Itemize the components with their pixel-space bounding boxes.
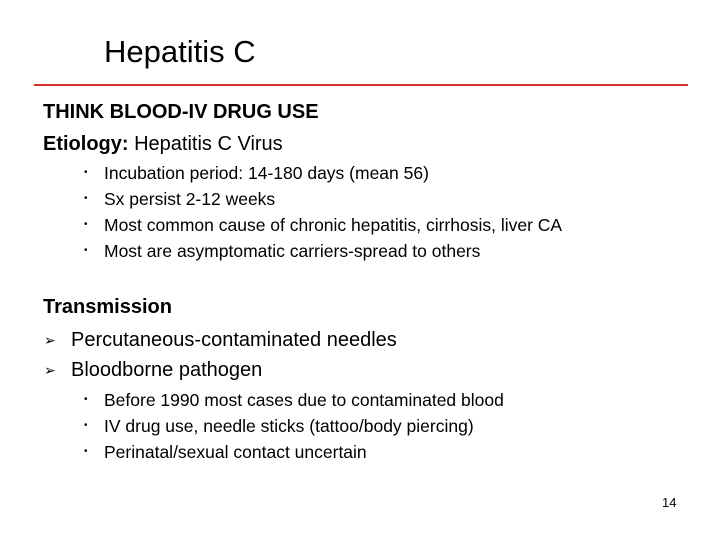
- bullet-icon: •: [84, 245, 88, 256]
- list-item-text: Sx persist 2-12 weeks: [104, 189, 276, 209]
- list-item-text: Incubation period: 14-180 days (mean 56): [104, 163, 429, 183]
- list-item-text: Most are asymptomatic carriers-spread to others: [104, 241, 481, 261]
- etiology-label: Etiology:: [43, 133, 129, 155]
- page-number: 14: [662, 495, 677, 510]
- bullet-icon: •: [84, 446, 88, 457]
- list-item: [84, 186, 562, 212]
- list-item-text: Perinatal/sexual contact uncertain: [104, 442, 367, 462]
- bullet-icon: •: [84, 394, 88, 405]
- list-item-text: Bloodborne pathogen: [71, 359, 263, 381]
- bullet-icon: •: [84, 420, 88, 431]
- etiology-value: Hepatitis C Virus: [128, 133, 283, 155]
- section-heading-think-blood: [43, 99, 319, 125]
- list-item: [84, 238, 562, 264]
- etiology-bullet-list: [84, 160, 562, 264]
- list-item: [44, 325, 397, 355]
- list-item: [84, 212, 562, 238]
- bullet-icon: •: [84, 193, 88, 204]
- list-item: [84, 413, 504, 439]
- list-item: [84, 387, 504, 413]
- arrow-bullet-icon: ➢: [44, 332, 56, 348]
- etiology-line: [43, 131, 283, 157]
- list-item: [44, 355, 397, 385]
- think-blood-heading-text: THINK BLOOD-IV DRUG USE: [43, 101, 319, 123]
- bloodborne-bullet-list: [84, 387, 504, 465]
- list-item: [84, 439, 504, 465]
- bullet-icon: •: [84, 167, 88, 178]
- transmission-arrow-list: [44, 325, 397, 385]
- slide-title: Hepatitis C: [104, 34, 256, 69]
- title-divider-line: [34, 84, 688, 86]
- section-heading-transmission: [43, 294, 172, 320]
- bullet-icon: •: [84, 219, 88, 230]
- transmission-heading-text: Transmission: [43, 296, 172, 318]
- list-item-text: Before 1990 most cases due to contaminated blood: [104, 390, 504, 410]
- arrow-bullet-icon: ➢: [44, 362, 56, 378]
- list-item: [84, 160, 562, 186]
- list-item-text: Percutaneous-contaminated needles: [71, 329, 397, 351]
- list-item-text: IV drug use, needle sticks (tattoo/body piercing): [104, 416, 474, 436]
- list-item-text: Most common cause of chronic hepatitis, cirrhosis, liver CA: [104, 215, 563, 235]
